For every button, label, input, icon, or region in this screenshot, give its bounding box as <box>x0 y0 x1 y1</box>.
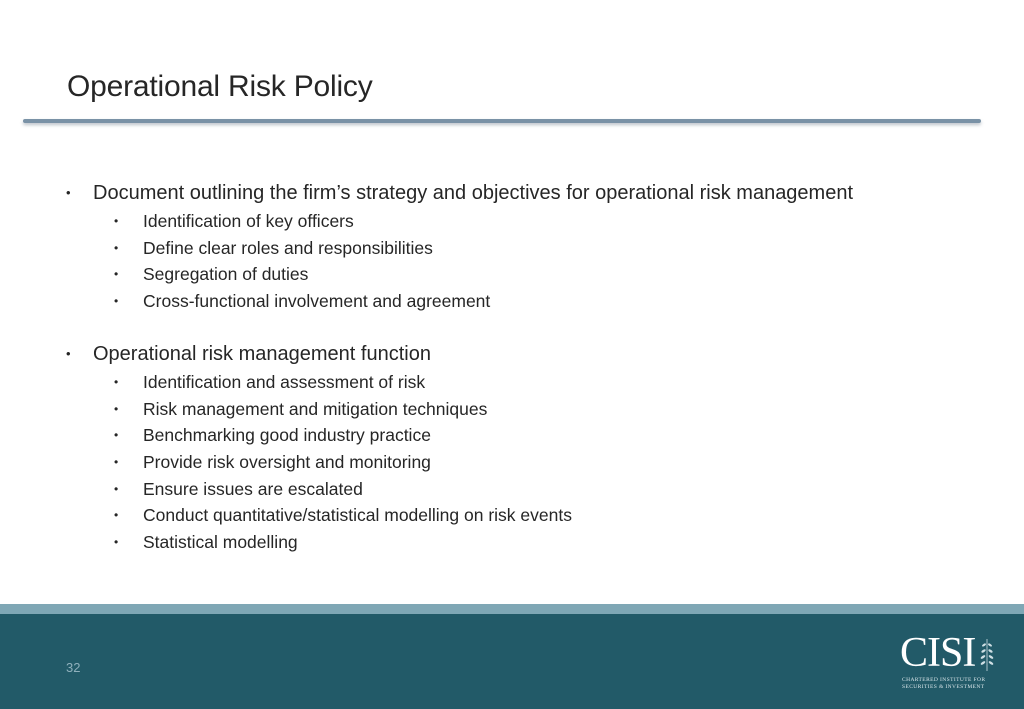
bullet-icon: • <box>114 374 119 389</box>
sub-bullet-text: Identification of key officers <box>143 211 354 231</box>
bullet-section-2 <box>0 339 1024 556</box>
bullet-icon: • <box>114 428 119 443</box>
sub-bullet-text: Conduct quantitative/statistical modelling on risk events <box>143 505 572 526</box>
page-number: 32 <box>66 660 81 675</box>
bullet-icon: • <box>114 481 119 496</box>
bullet-icon: • <box>114 214 119 228</box>
sub-bullet-text: Cross-functional involvement and agreement <box>143 291 491 312</box>
logo-subtitle <box>902 677 998 691</box>
sub-bullet-text: Statistical modelling <box>143 532 298 553</box>
sub-bullet-text: Provide risk oversight and monitoring <box>143 451 431 472</box>
sub-bullet-list <box>0 369 1024 556</box>
sub-bullet-item <box>0 502 1024 529</box>
sub-bullet-item <box>0 422 1024 449</box>
bullet-icon: • <box>66 185 71 200</box>
bullet-icon: • <box>114 508 119 523</box>
bullet-heading-text: Document outlining the firm’s strategy and objectives for operational risk management <box>93 182 854 204</box>
sub-bullet-item <box>0 529 1024 556</box>
sub-bullet-item <box>0 288 1024 315</box>
sub-bullet-item <box>0 476 1024 503</box>
bullet-icon: • <box>114 535 119 550</box>
sub-bullet-item <box>0 261 1024 288</box>
footer-bar <box>0 614 1024 709</box>
sub-bullet-item <box>0 369 1024 396</box>
bullet-section-1 <box>0 178 1024 315</box>
cisi-logo <box>900 631 1000 695</box>
logo-subtitle-line-1: CHARTERED INSTITUTE FOR <box>902 677 986 683</box>
logo-wordmark: CISI <box>900 630 976 676</box>
sub-bullet-list <box>0 208 1024 315</box>
bullet-icon: • <box>114 294 119 309</box>
bullet-icon: • <box>114 240 119 255</box>
sub-bullet-text: Segregation of duties <box>143 264 309 285</box>
logo-subtitle-line-2: SECURITIES & INVESTMENT <box>902 684 985 690</box>
title-divider <box>23 119 981 123</box>
bullet-icon: • <box>66 345 71 361</box>
slide-title: Operational Risk Policy <box>67 70 373 103</box>
sub-bullet-text: Benchmarking good industry practice <box>143 425 431 446</box>
slide-content <box>0 178 1024 580</box>
bullet-icon: • <box>114 401 119 416</box>
bullet-icon: • <box>114 267 119 282</box>
sub-bullet-item <box>0 396 1024 423</box>
bullet-icon: • <box>114 454 119 469</box>
bullet-heading <box>0 178 1024 208</box>
sub-bullet-text: Risk management and mitigation techniques <box>143 398 488 419</box>
laurel-emblem-icon <box>978 637 996 673</box>
bullet-heading-text: Operational risk management function <box>93 342 431 365</box>
sub-bullet-text: Define clear roles and responsibilities <box>143 237 433 258</box>
sub-bullet-item <box>0 208 1024 235</box>
sub-bullet-item <box>0 449 1024 476</box>
sub-bullet-text: Identification and assessment of risk <box>143 371 426 392</box>
sub-bullet-text: Ensure issues are escalated <box>143 478 363 499</box>
footer-accent-band <box>0 604 1024 614</box>
bullet-heading <box>0 339 1024 369</box>
sub-bullet-item <box>0 235 1024 262</box>
